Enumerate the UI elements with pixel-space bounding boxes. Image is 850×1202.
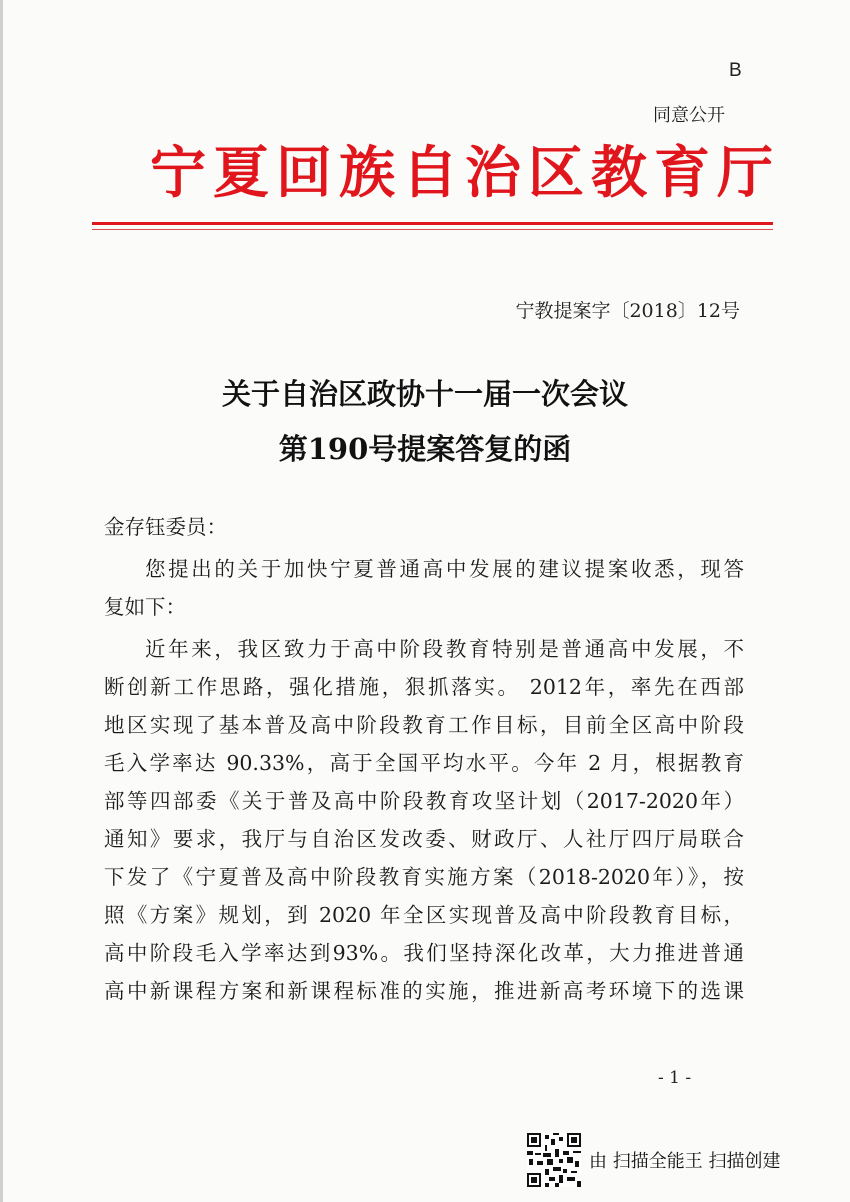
paragraph-line: 地区实现了基本普及高中阶段教育工作目标，目前全区高中阶段 xyxy=(104,713,744,737)
paragraph-line: 下发了《宁夏普及高中阶段教育实施方案（2018-2020年）》，按 xyxy=(104,865,744,889)
paragraph-line: 部等四部委《关于普及高中阶段教育攻坚计划（2017-2020年） xyxy=(104,789,744,813)
salutation: 金存钰委员： xyxy=(104,515,227,539)
scan-edge-shadow xyxy=(0,0,3,1202)
qr-code-icon xyxy=(527,1133,581,1187)
paragraph-1 xyxy=(104,550,744,626)
letterhead-title: 宁夏回族自治区教育厅 xyxy=(150,140,780,206)
paragraph-line: 毛入学率达 90.33%，高于全国平均水平。今年 2 月，根据教育 xyxy=(104,751,744,775)
paragraph-line: 断创新工作思路，强化措施，狠抓落实。 2012年，率先在西部 xyxy=(104,675,744,699)
paragraph-line: 照《方案》规划，到 2020 年全区实现普及高中阶段教育目标， xyxy=(104,903,744,927)
paragraph-line: 高中阶段毛入学率达到93%。我们坚持深化改革，大力推进普通 xyxy=(104,941,744,965)
document-title-line-2: 第190号提案答复的函 xyxy=(278,432,572,466)
disclosure-note: 同意公开 xyxy=(653,105,725,126)
paragraph-line: 高中新课程方案和新课程标准的实施，推进新高考环境下的选课 xyxy=(104,979,744,1003)
scanner-watermark xyxy=(527,1133,780,1187)
letterhead-rule xyxy=(92,222,773,225)
document-number: 宁教提案字〔2018〕12号 xyxy=(515,300,740,322)
letterhead-rule-thin xyxy=(92,229,773,230)
scanner-watermark-text: 由 扫描全能王 扫描创建 xyxy=(589,1151,781,1172)
paragraph-line: 通知》要求，我厅与自治区发改委、财政厅、人社厅四厅局联合 xyxy=(104,827,744,851)
paragraph-2 xyxy=(104,630,744,1010)
document-title-line-1: 关于自治区政协十一届一次会议 xyxy=(221,377,628,411)
paragraph-line: 您提出的关于加快宁夏普通高中发展的建议提案收悉，现答 xyxy=(145,557,744,581)
paragraph-line: 近年来，我区致力于高中阶段教育特别是普通高中发展，不 xyxy=(145,637,744,661)
paragraph-line: 复如下： xyxy=(104,595,186,619)
page-number: - 1 - xyxy=(658,1068,692,1088)
classification-mark: B xyxy=(729,60,742,81)
